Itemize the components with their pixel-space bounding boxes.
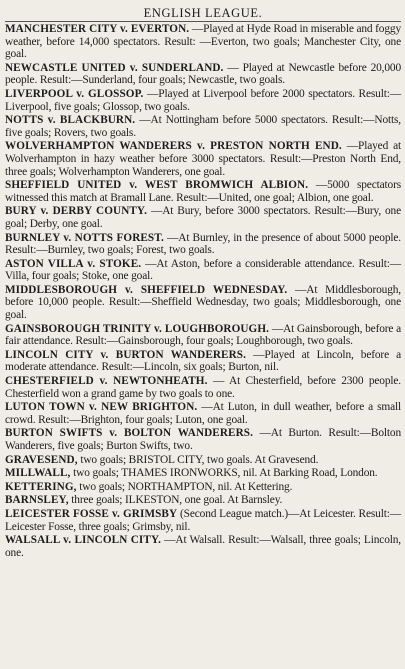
match-report <box>5 375 401 400</box>
match-report <box>5 23 401 61</box>
match-body: —At Middlesborough, before 10,000 people. Result:—Sheffield Wednesday, two goals; Middlesborough, one goal. <box>5 283 401 322</box>
match-report <box>5 258 401 283</box>
match-report <box>5 284 401 322</box>
match-body: —Played at Wolverhampton in hazy weather before 3000 spectators. Result:—Preston North End, three goals; Wolverhampton Wanderers, one goal. <box>5 140 402 178</box>
match-heading: LUTON TOWN v. NEW BRIGHTON. <box>5 401 198 414</box>
match-heading: LEICESTER FOSSE v. GRIMSBY <box>5 507 178 520</box>
match-report <box>5 427 401 452</box>
match-heading: GRAVESEND, <box>5 453 78 466</box>
match-body: two goals; THAMES IRONWORKS, nil. At Barking Road, London. <box>73 467 378 480</box>
match-body: —At Nottingham before 5000 spectators. Result:—Notts, five goals; Rovers, two goals. <box>5 114 401 139</box>
match-body: — Played at Newcastle before 20,000 people. Result:—Sunderland, four goals; Newcastle, two goals. <box>5 61 402 87</box>
match-report <box>5 494 401 507</box>
match-heading: LIVERPOOL v. GLOSSOP. <box>5 87 144 100</box>
match-body: —5000 spectators witnessed this match at Bramall Lane. Result:—United, one goal; Albion, one goal. <box>5 179 402 204</box>
title-rule <box>5 21 401 22</box>
match-body: —At Bury, before 3000 spectators. Result:—Bury, one goal; Derby, one goal. <box>5 205 401 230</box>
match-heading: MILLWALL, <box>5 467 71 480</box>
match-heading: BURNLEY v. NOTTS FOREST. <box>5 231 164 244</box>
match-heading: MANCHESTER CITY v. EVERTON. <box>5 23 190 35</box>
match-body: —At Aston, before a considerable attendance. Result:—Villa, four goals; Stoke, one goal. <box>5 257 401 283</box>
match-heading: KETTERING, <box>5 480 77 493</box>
match-body: —At Burton. Result:—Bolton Wanderers, five goals; Burton Swifts, two. <box>5 427 401 452</box>
match-reports <box>5 23 401 559</box>
match-report <box>5 232 401 257</box>
match-report <box>5 88 401 113</box>
match-report <box>5 349 401 374</box>
match-body: —At Gainsborough, before a fair attendance. Result:—Gainsborough, four goals; Loughborough, two goals. <box>5 322 401 348</box>
match-body: —Played at Liverpool before 2000 spectators. Result:—Liverpool, five goals; Glossop, two goals. <box>5 87 401 113</box>
match-body: two goals; BRISTOL CITY, two goals. At Gravesend. <box>80 453 319 466</box>
match-report <box>5 323 401 348</box>
match-body: —At Luton, in dull weather, before a small crowd. Result:—Brighton, four goals; Luton, one goal. <box>5 401 401 426</box>
match-body: three goals; ILKESTON, one goal. At Barnsley. <box>71 494 283 507</box>
match-body: — At Chesterfield, before 2300 people. Chesterfield won a grand game by two goals to one. <box>5 375 401 400</box>
match-report <box>5 114 401 139</box>
match-report <box>5 534 401 559</box>
match-heading: BURY v. DERBY COUNTY. <box>5 205 147 218</box>
match-heading: ASTON VILLA v. STOKE. <box>5 257 142 270</box>
match-heading: BURTON SWIFTS v. BOLTON WANDERERS. <box>5 427 254 440</box>
match-report <box>5 401 401 426</box>
match-heading: WALSALL v. LINCOLN CITY. <box>5 534 161 547</box>
match-heading: BARNSLEY, <box>5 494 69 507</box>
match-body: (Second League match.)—At Leicester. Result:—Leicester Fosse, three goals; Grimsby, nil. <box>5 507 401 533</box>
match-heading: GAINSBOROUGH TRINITY v. LOUGHBOROUGH. <box>5 322 270 335</box>
match-body: —Played at Hyde Road in miserable and foggy weather, before 14,000 spectators. Result: —Everton, two goals; Manchester City, one goal. <box>5 23 401 61</box>
match-heading: NOTTS v. BLACKBURN. <box>5 114 136 127</box>
match-heading: NEWCASTLE UNITED v. SUNDERLAND. <box>5 61 224 74</box>
match-report <box>5 62 401 87</box>
match-report <box>5 467 401 480</box>
match-report <box>5 454 401 467</box>
match-heading: CHESTERFIELD v. NEWTONHEATH. <box>5 375 208 388</box>
match-report <box>5 205 401 230</box>
match-report <box>5 481 401 494</box>
match-heading: LINCOLN CITY v. BURTON WANDERERS. <box>5 348 247 361</box>
match-body: —At Walsall. Result:—Walsall, three goals; Lincoln, one. <box>5 534 401 559</box>
match-heading: SHEFFIELD UNITED v. WEST BROMWICH ALBION. <box>5 179 309 192</box>
match-heading: MIDDLESBOROUGH v. SHEFFIELD WEDNESDAY. <box>5 283 288 296</box>
match-report <box>5 179 401 204</box>
match-heading: WOLVERHAMPTON WANDERERS v. PRESTON NORTH END. <box>5 140 342 153</box>
match-body: two goals; NORTHAMPTON, nil. At Kettering. <box>79 480 293 493</box>
section-title: ENGLISH LEAGUE. <box>143 6 263 20</box>
match-body: —Played at Lincoln, before a moderate attendance. Result:—Lincoln, six goals; Burton, nil. <box>5 348 401 374</box>
match-report <box>5 508 401 533</box>
match-report <box>5 140 401 178</box>
match-body: —At Burnley, in the presence of about 5000 people. Result:—Burnley, two goals; Forest, two goals. <box>5 231 401 257</box>
